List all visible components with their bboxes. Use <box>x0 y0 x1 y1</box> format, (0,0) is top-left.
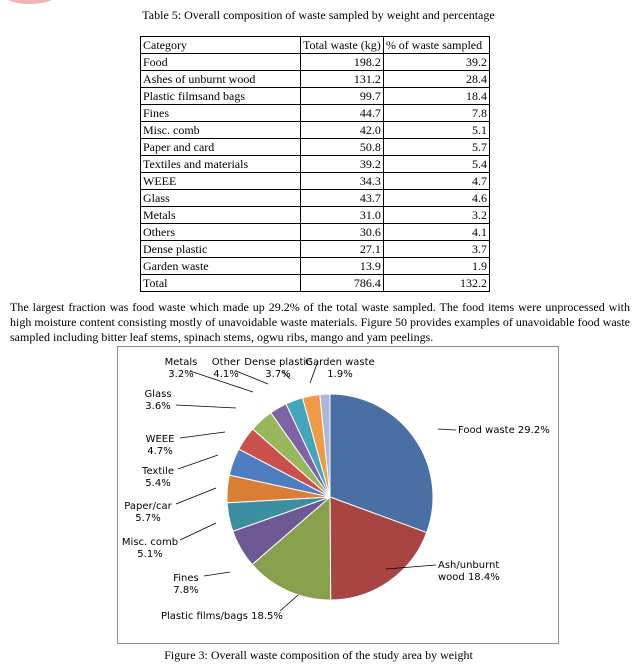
table-cell: 42.0 <box>301 122 384 139</box>
table-cell: 5.1 <box>383 122 489 139</box>
corner-decoration <box>5 0 55 4</box>
table-header-cell: % of waste sampled <box>383 37 489 54</box>
table-cell: 4.6 <box>383 190 489 207</box>
pie-label-line: Plastic films/bags 18.5% <box>161 611 283 622</box>
table-row <box>141 54 490 71</box>
table-cell: Fines <box>141 105 301 122</box>
table-cell: 31.0 <box>301 207 384 224</box>
pie-label-line: Paper/car <box>124 501 172 512</box>
pie-leader-line <box>280 595 298 611</box>
pie-data-label <box>141 466 174 489</box>
pie-label-line: 1.9% <box>327 369 353 380</box>
pie-label-line: 4.1% <box>213 369 239 380</box>
pie-label-line: wood 18.4% <box>438 572 500 583</box>
pie-label-line: 5.1% <box>137 549 163 560</box>
table-header-cell: Category <box>141 37 301 54</box>
pie-label-line: Dense plastic <box>244 357 312 368</box>
table-cell: 3.2 <box>383 207 489 224</box>
pie-label-line: 3.7% <box>265 369 291 380</box>
pie-leader-line <box>438 429 456 430</box>
pie-label-line: Garden waste <box>305 357 375 368</box>
table-row <box>141 275 490 292</box>
table-cell: 39.2 <box>301 156 384 173</box>
pie-label-line: Fines <box>173 573 199 584</box>
table-row <box>141 173 490 190</box>
table-cell: 44.7 <box>301 105 384 122</box>
pie-label-line: Other <box>211 357 241 368</box>
pie-label-line: 7.8% <box>173 585 199 596</box>
table-row <box>141 105 490 122</box>
pie-data-label <box>161 611 283 622</box>
table-cell: 786.4 <box>301 275 384 292</box>
pie-data-label <box>124 501 172 524</box>
table-cell: 4.7 <box>383 173 489 190</box>
pie-leader-line <box>176 488 216 504</box>
pie-label-line: Metals <box>164 357 198 368</box>
table-cell: 4.1 <box>383 224 489 241</box>
table-cell: 3.7 <box>383 241 489 258</box>
pie-label-line: 5.4% <box>145 478 171 489</box>
table-cell: Glass <box>141 190 301 207</box>
table-cell: 99.7 <box>301 88 384 105</box>
table-row <box>141 88 490 105</box>
table-cell: Textiles and materials <box>141 156 301 173</box>
pie-data-label <box>438 560 500 583</box>
table-cell: 30.6 <box>301 224 384 241</box>
pie-leader-line <box>178 455 218 469</box>
table-row <box>141 258 490 275</box>
pie-chart-frame <box>117 346 559 644</box>
table-cell: 13.9 <box>301 258 384 275</box>
pie-label-line: 3.6% <box>145 401 171 412</box>
table-cell: Total <box>141 275 301 292</box>
pie-data-label <box>305 357 374 380</box>
table-cell: 5.4 <box>383 156 489 173</box>
table-row <box>141 122 490 139</box>
figure-caption: Figure 3: Overall waste composition of the study area by weight <box>164 648 473 662</box>
table-row <box>141 207 490 224</box>
pie-label-line: Food waste 29.2% <box>458 425 550 436</box>
table-cell: Plastic filmsand bags <box>141 88 301 105</box>
table-cell: 18.4 <box>383 88 489 105</box>
pie-data-label <box>212 357 241 380</box>
table-cell: 34.3 <box>301 173 384 190</box>
pie-data-label <box>144 389 171 412</box>
table-cell: 198.2 <box>301 54 384 71</box>
table-row <box>141 241 490 258</box>
pie-data-label <box>458 425 550 436</box>
pie-label-line: Misc. comb <box>121 537 179 548</box>
table-cell: Garden waste <box>141 258 301 275</box>
table-cell: 50.8 <box>301 139 384 156</box>
table-cell: 39.2 <box>383 54 489 71</box>
table-cell: 131.2 <box>301 71 384 88</box>
pie-label-line: 4.7% <box>147 446 173 457</box>
pie-data-label <box>244 357 311 380</box>
body-paragraph: The largest fraction was food waste which made up 29.2% of the total waste sampled. The food items were unprocessed with high moisture content consisting mostly of unavoidable waste materials. Figure 50 provides examples of unavoidable food waste sampled including bitter leaf stems, spinach stems, ogwu ribs, mango and yam peelings. <box>10 300 630 344</box>
table-cell: 43.7 <box>301 190 384 207</box>
table-row <box>141 156 490 173</box>
pie-leader-line <box>180 432 225 438</box>
pie-data-label <box>173 573 199 596</box>
pie-leader-line <box>204 572 230 576</box>
table-cell: Ashes of unburnt wood <box>141 71 301 88</box>
pie-label-line: 5.7% <box>135 513 161 524</box>
table-header-row <box>141 37 490 54</box>
table-cell: 1.9 <box>383 258 489 275</box>
table-cell: Paper and card <box>141 139 301 156</box>
waste-composition-table <box>140 36 490 292</box>
table-cell: 27.1 <box>301 241 384 258</box>
table-header-cell: Total waste (kg) <box>301 37 384 54</box>
table-row <box>141 71 490 88</box>
pie-data-label <box>146 434 175 457</box>
pie-leader-line <box>176 405 236 408</box>
table-cell: Metals <box>141 207 301 224</box>
pie-data-label <box>165 357 198 380</box>
pie-label-line: Textile <box>142 466 174 477</box>
table-caption: Table 5: Overall composition of waste sampled by weight and percentage <box>142 8 495 22</box>
table-cell: Dense plastic <box>141 241 301 258</box>
pie-leader-line <box>236 371 268 384</box>
table-cell: Others <box>141 224 301 241</box>
table-cell: WEEE <box>141 173 301 190</box>
table-row <box>141 224 490 241</box>
table-cell: 132.2 <box>383 275 489 292</box>
pie-label-line: Glass <box>144 389 172 400</box>
table-row <box>141 190 490 207</box>
table-cell: 7.8 <box>383 105 489 122</box>
pie-label-line: 3.2% <box>168 369 194 380</box>
pie-leader-line <box>180 523 216 540</box>
table-cell: 5.7 <box>383 139 489 156</box>
table-cell: 28.4 <box>383 71 489 88</box>
table-cell: Food <box>141 54 301 71</box>
table-row <box>141 139 490 156</box>
table-cell: Misc. comb <box>141 122 301 139</box>
waste-pie-chart <box>118 347 558 643</box>
pie-data-label <box>122 537 178 560</box>
pie-label-line: WEEE <box>145 434 175 445</box>
pie-label-line: Ash/unburnt <box>438 560 500 571</box>
